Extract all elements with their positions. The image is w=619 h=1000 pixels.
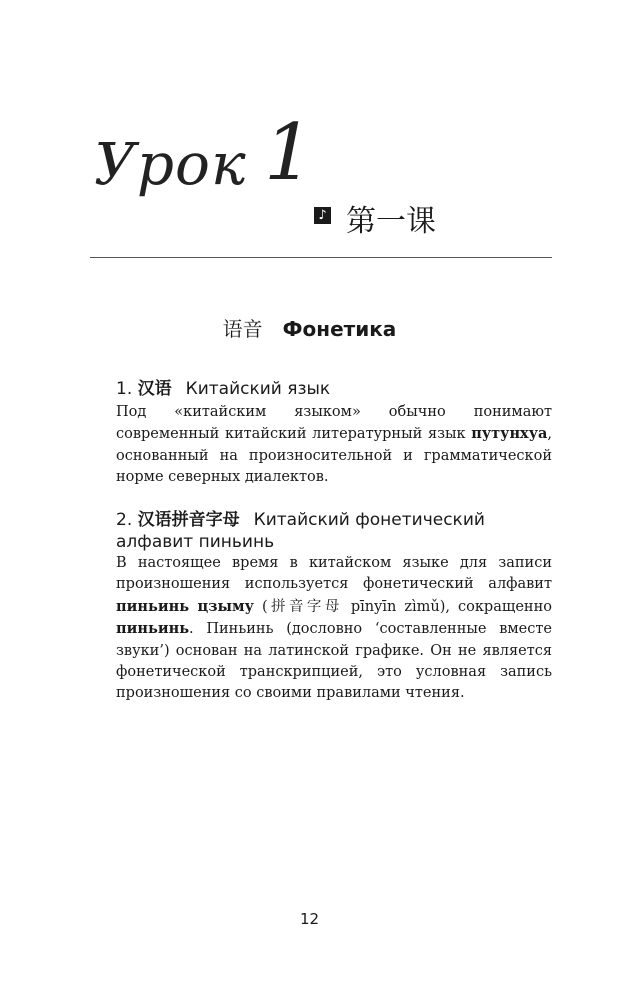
lesson-header	[90, 108, 560, 248]
bold-term: пиньинь цзыму	[116, 597, 254, 615]
section-title	[0, 313, 619, 342]
subsection-number: 2.	[116, 510, 133, 530]
paragraph-2	[116, 553, 552, 705]
header-divider	[90, 257, 552, 258]
lesson-number: 1	[264, 108, 314, 198]
subsection-chinese: 汉语拼音字母	[137, 510, 240, 530]
subsection-russian: Китайский язык	[185, 379, 331, 399]
subsection-number: 1.	[116, 379, 133, 399]
paragraph-1	[116, 402, 552, 489]
subsection-russian: Китайский фонетический алфавит пиньинь	[116, 510, 485, 552]
section-title-chinese: 语音	[222, 317, 263, 341]
section-title-russian: Фонетика	[282, 317, 397, 341]
bold-term: путунхуа	[471, 425, 548, 443]
subsection-chinese: 汉语	[137, 379, 172, 399]
page-number: 12	[299, 910, 320, 928]
subsection-heading-2	[116, 509, 526, 553]
paragraph-text: Под «китайским языком» обычно понимают современный китайский литературный язык	[116, 404, 552, 443]
paragraph-text: В настоящее время в китайском языке для записи произношения используется фонетический алфавит	[116, 555, 552, 593]
paragraph-text: , основанный на произносительной и грамматической норме северных диалектов.	[116, 426, 552, 486]
lesson-word: Урок	[94, 130, 247, 198]
paragraph-text: . Пиньинь (дословно ‘составленные вместе звуки’) основан на латинской графике. Он не является фонетической транскрипцией, это условная запись произношения со своими правилами чтения.	[116, 621, 552, 702]
lesson-chinese-title: 第一课	[346, 204, 436, 239]
paragraph-text: (拼音字母 pīnyīn zìmǔ), сокращенно	[253, 598, 552, 615]
music-note-icon: ♪	[314, 207, 331, 224]
subsection-heading-1	[116, 374, 330, 399]
bold-term: пиньинь	[116, 620, 190, 638]
